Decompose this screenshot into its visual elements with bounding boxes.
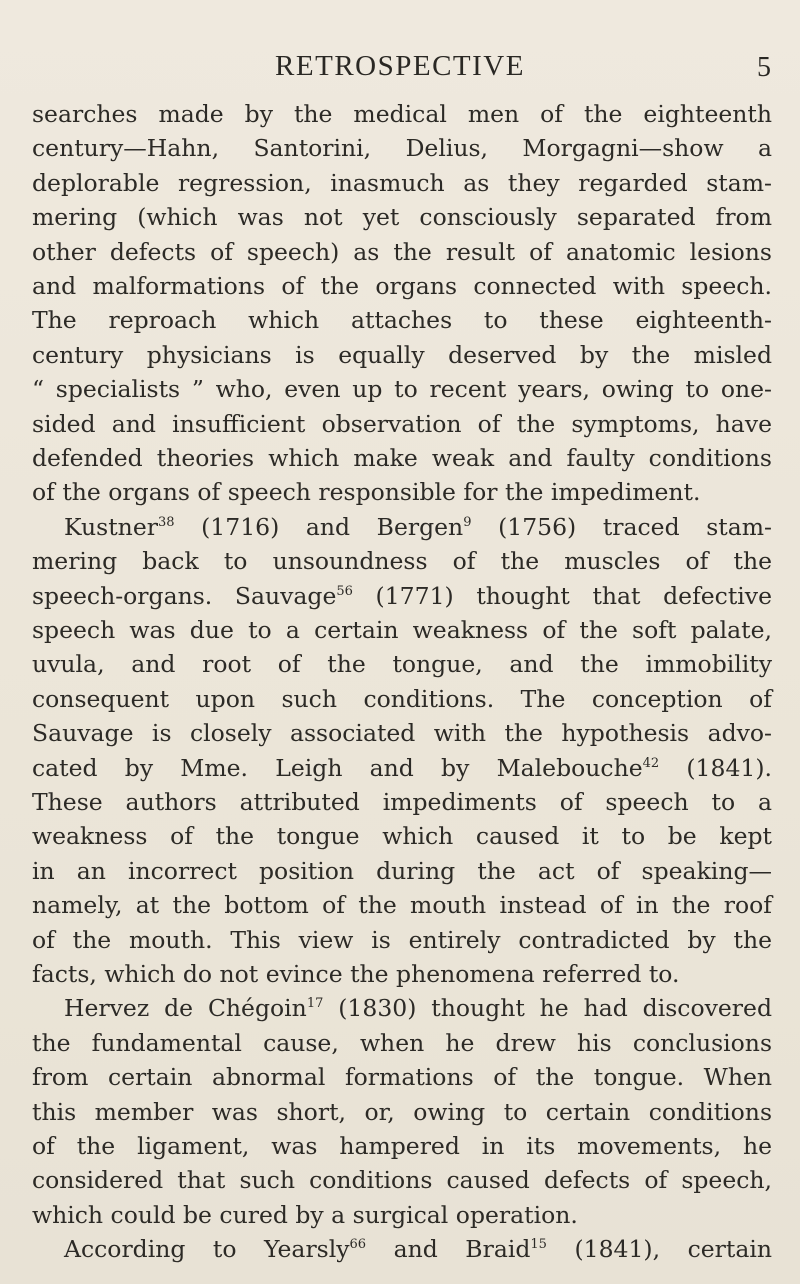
text-line (32, 1060, 772, 1094)
footnote-ref: 17 (306, 996, 324, 1012)
text-line (32, 716, 772, 750)
text-line (32, 819, 772, 853)
page-number: 5 (757, 52, 771, 83)
line-segment: (1771) thought that defective (352, 581, 772, 610)
line-segment: century physicians is equally deserved by the misled (32, 340, 772, 369)
text-line (64, 1232, 772, 1266)
text-line (64, 991, 772, 1025)
text-line (32, 97, 772, 131)
text-line (32, 923, 772, 957)
line-segment: speech was due to a certain weakness of the soft palate, (32, 616, 772, 644)
line-segment: of the organs of speech responsible for the impediment. (32, 478, 701, 507)
text-line (32, 1026, 772, 1060)
text-line (32, 647, 772, 681)
text-line (64, 510, 772, 544)
footnote-ref: 15 (530, 1237, 547, 1253)
text-line (32, 338, 772, 372)
text-line (32, 854, 772, 888)
line-segment: other defects of speech) as the result of anatomic lesions (32, 237, 772, 266)
footnote-ref: 66 (349, 1237, 367, 1253)
line-segment: mering (which was not yet consciously separated from (32, 203, 772, 232)
line-segment: sided and insufficient observation of the symptoms, have (32, 409, 772, 438)
text-line (32, 303, 772, 337)
line-segment: uvula, and root of the tongue, and the immobility (32, 650, 772, 679)
line-segment: in an incorrect position during the act of speaking— (32, 856, 772, 885)
text-line (32, 1095, 772, 1129)
running-head (0, 50, 800, 84)
line-segment: (1841). (659, 753, 772, 782)
text-line (32, 441, 772, 475)
line-segment: and malformations of the organs connected with speech. (32, 272, 772, 300)
line-segment: (1830) thought he had discovered (323, 994, 772, 1023)
line-segment: deplorable regression, inasmuch as they regarded stam- (32, 168, 772, 197)
footnote-ref: 38 (157, 514, 175, 530)
line-segment: consequent upon such conditions. The conception of (32, 684, 772, 713)
line-segment: “ specialists ” who, even up to recent years, owing to one- (32, 375, 772, 404)
line-segment: According to Yearsly (64, 1235, 350, 1264)
text-line (32, 888, 772, 922)
text-line (32, 957, 772, 991)
line-segment: which could be cured by a surgical operation. (32, 1200, 578, 1229)
line-segment: Sauvage is closely associated with the hypothesis advo- (32, 719, 772, 748)
text-line (32, 785, 772, 819)
text-line (32, 1198, 772, 1232)
line-segment: speech-organs. Sauvage (32, 581, 337, 610)
text-line (32, 751, 772, 785)
line-segment: cated by Mme. Leigh and by Malebouche (32, 753, 643, 782)
line-segment: of the ligament, was hampered in its movements, he (32, 1132, 772, 1160)
line-segment: defended theories which make weak and faulty conditions (32, 444, 772, 472)
line-segment: mering back to unsoundness of the muscles of the (32, 547, 772, 576)
text-line (32, 200, 772, 234)
line-segment: of the mouth. This view is entirely contradicted by the (32, 925, 772, 954)
line-segment: (1841), certain (546, 1235, 773, 1264)
line-segment: The reproach which attaches to these eighteenth- (32, 306, 772, 335)
text-line (32, 269, 772, 303)
text-line (32, 1163, 772, 1197)
running-title: RETROSPECTIVE (275, 50, 525, 82)
text-line (32, 166, 772, 200)
footnote-ref: 9 (463, 514, 472, 530)
line-segment: Kustner (64, 512, 158, 541)
text-line (32, 131, 772, 165)
line-segment: These authors attributed impediments of speech to a (32, 788, 772, 816)
text-line (32, 407, 772, 441)
line-segment: weakness of the tongue which caused it to be kept (32, 822, 772, 851)
line-segment: considered that such conditions caused defects of speech, (32, 1166, 772, 1195)
line-segment: from certain abnormal formations of the tongue. When (32, 1063, 772, 1092)
text-line (32, 579, 772, 613)
text-line (32, 1129, 772, 1163)
text-line (32, 544, 772, 578)
line-segment: the fundamental cause, when he drew his conclusions (32, 1028, 772, 1057)
text-line (32, 475, 772, 509)
line-segment: searches made by the medical men of the eighteenth (32, 100, 772, 128)
footnote-ref: 42 (642, 755, 660, 771)
line-segment: Hervez de Chégoin (64, 994, 307, 1023)
line-segment: facts, which do not evince the phenomena referred to. (32, 960, 680, 988)
line-segment: this member was short, or, owing to certain conditions (32, 1097, 772, 1126)
footnote-ref: 56 (336, 583, 353, 599)
text-line (32, 372, 772, 406)
line-segment: century—Hahn, Santorini, Delius, Morgagni—show a (32, 134, 772, 163)
line-segment: namely, at the bottom of the mouth instead of in the roof (32, 891, 772, 920)
text-line (32, 235, 772, 269)
line-segment: (1716) and Bergen (174, 512, 464, 541)
text-line (32, 682, 772, 716)
line-segment: and Braid (366, 1235, 531, 1264)
line-segment: (1756) traced stam- (471, 512, 772, 541)
text-line (32, 613, 772, 647)
